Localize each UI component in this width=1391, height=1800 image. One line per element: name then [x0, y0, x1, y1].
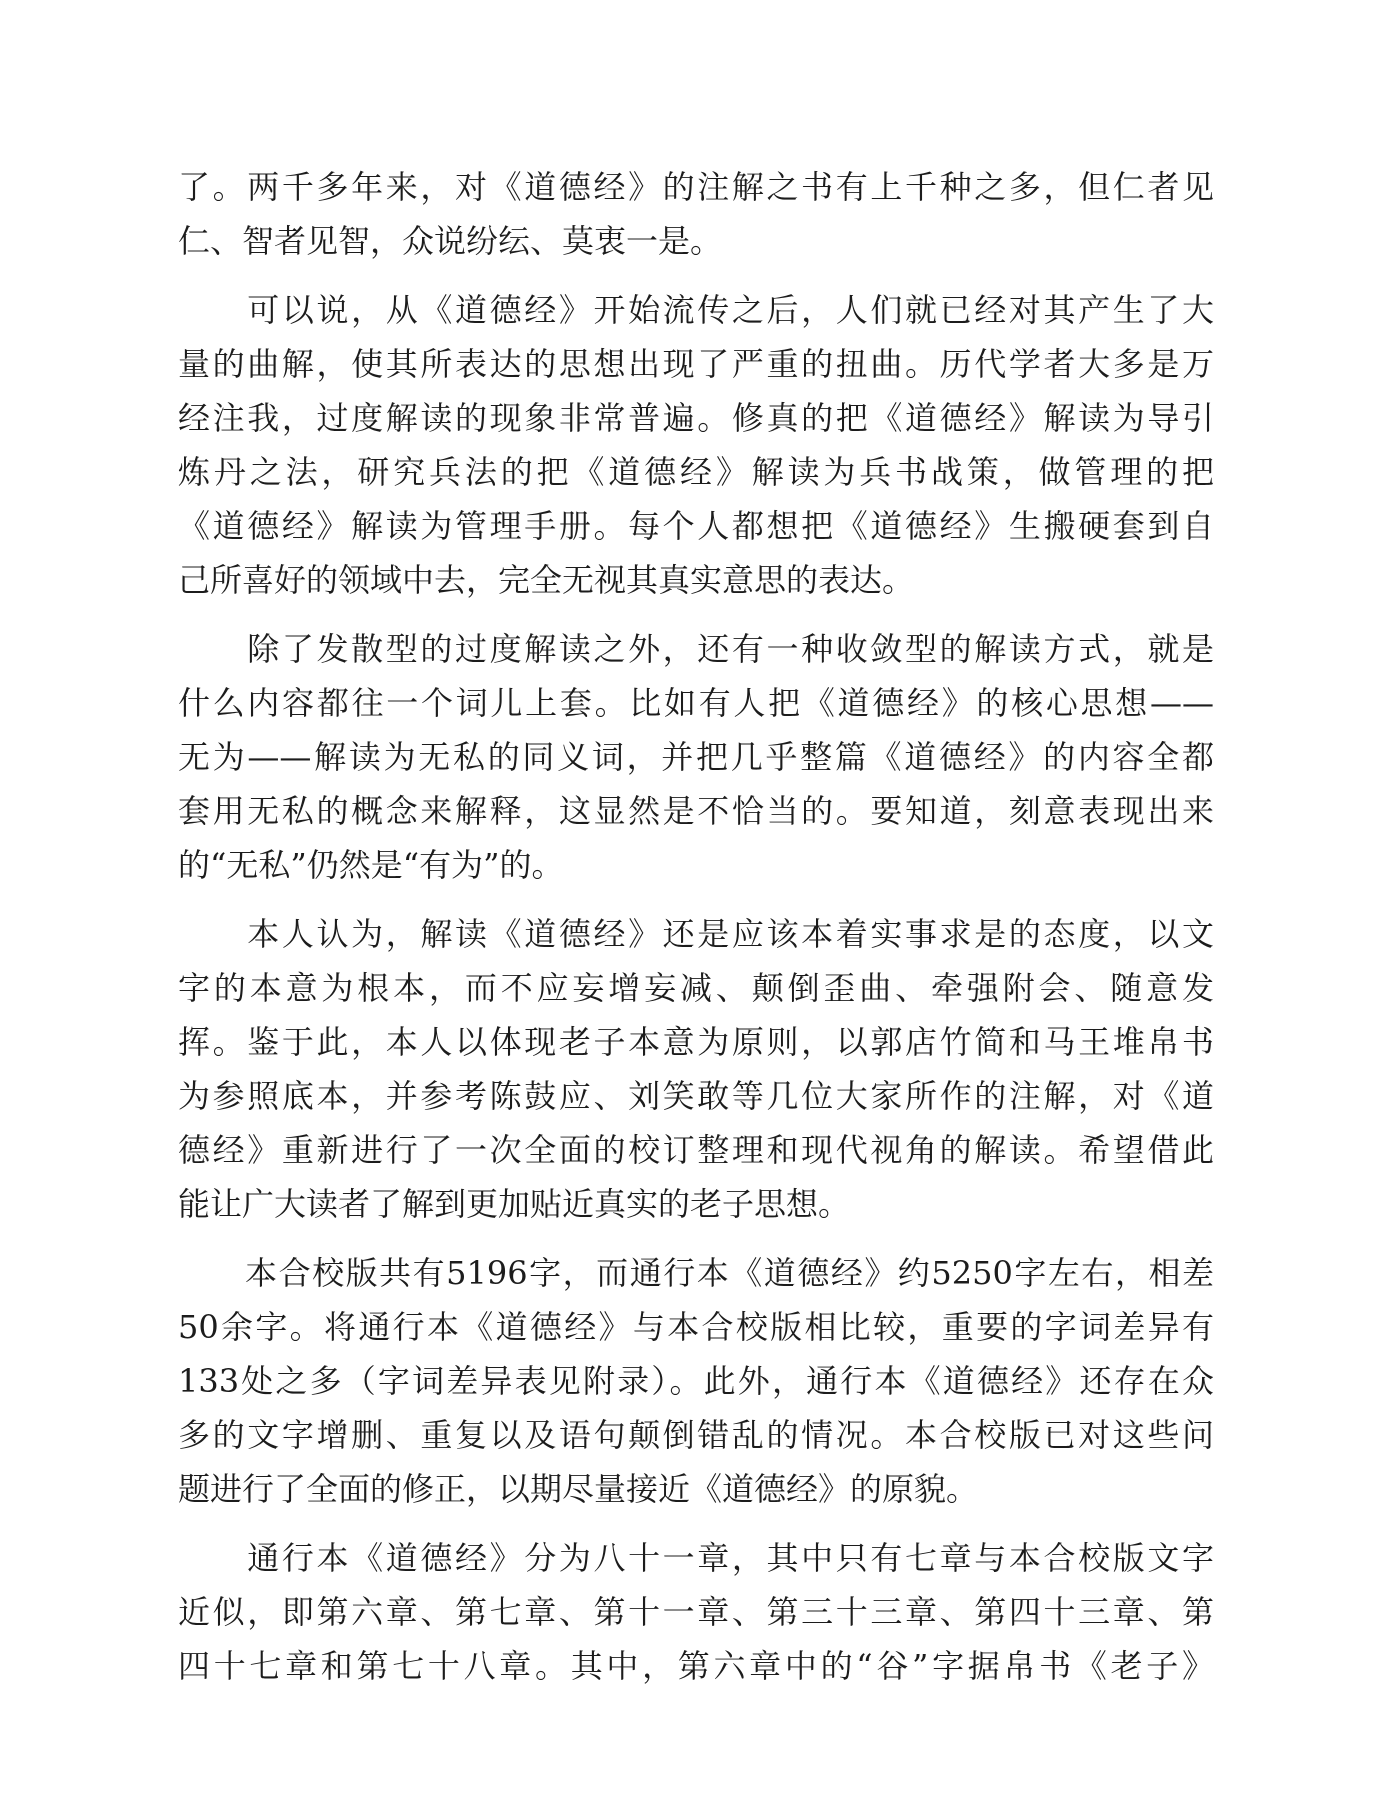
text-line: 什么内容都往一个词儿上套。比如有人把《道德经》的核心思想—— [178, 684, 1214, 722]
text-line: 量的曲解，使其所表达的思想出现了严重的扭曲。历代学者大多是万 [178, 345, 1214, 383]
text-line: 挥。鉴于此，本人以体现老子本意为原则，以郭店竹简和马王堆帛书 [178, 1023, 1214, 1061]
text-line: 的“无私”仍然是“有为”的。 [178, 846, 564, 884]
text-line: 四十七章和第七十八章。其中，第六章中的“谷”字据帛书《老子》 [178, 1647, 1214, 1685]
text-line: 套用无私的概念来解释，这显然是不恰当的。要知道，刻意表现出来 [178, 792, 1214, 830]
text-line: 无为——解读为无私的同义词，并把几乎整篇《道德经》的内容全都 [178, 738, 1214, 776]
text-line: 炼丹之法，研究兵法的把《道德经》解读为兵书战策，做管理的把 [178, 453, 1214, 491]
text-line: 近似，即第六章、第七章、第十一章、第三十三章、第四十三章、第 [178, 1593, 1214, 1631]
text-line: 能让广大读者了解到更加贴近真实的老子思想。 [178, 1185, 851, 1223]
text-line: 己所喜好的领域中去，完全无视其真实意思的表达。 [178, 561, 915, 599]
text-line: 字的本意为根本，而不应妄增妄减、颠倒歪曲、牵强附会、随意发 [178, 969, 1214, 1007]
text-line: 了。两千多年来，对《道德经》的注解之书有上千种之多，但仁者见 [178, 168, 1214, 206]
text-line: 50余字。将通行本《道德经》与本合校版相比较，重要的字词差异有 [178, 1308, 1214, 1346]
text-line: 《道德经》解读为管理手册。每个人都想把《道德经》生搬硬套到自 [178, 507, 1214, 545]
text-line: 本人认为，解读《道德经》还是应该本着实事求是的态度，以文 [178, 915, 1214, 953]
text-line: 本合校版共有5196字，而通行本《道德经》约5250字左右，相差 [178, 1254, 1214, 1292]
text-line: 通行本《道德经》分为八十一章，其中只有七章与本合校版文字 [178, 1539, 1214, 1577]
text-line: 德经》重新进行了一次全面的校订整理和现代视角的解读。希望借此 [178, 1131, 1214, 1169]
text-line: 仁、智者见智，众说纷纭、莫衷一是。 [178, 222, 723, 260]
text-line: 多的文字增删、重复以及语句颠倒错乱的情况。本合校版已对这些问 [178, 1416, 1214, 1454]
text-line: 除了发散型的过度解读之外，还有一种收敛型的解读方式，就是 [178, 630, 1214, 668]
text-line: 133处之多（字词差异表见附录）。此外，通行本《道德经》还存在众 [178, 1362, 1214, 1400]
text-line: 可以说，从《道德经》开始流传之后，人们就已经对其产生了大 [178, 291, 1214, 329]
text-line: 为参照底本，并参考陈鼓应、刘笑敢等几位大家所作的注解，对《道 [178, 1077, 1214, 1115]
text-line: 题进行了全面的修正，以期尽量接近《道德经》的原貌。 [178, 1470, 979, 1508]
text-line: 经注我，过度解读的现象非常普遍。修真的把《道德经》解读为导引 [178, 399, 1214, 437]
